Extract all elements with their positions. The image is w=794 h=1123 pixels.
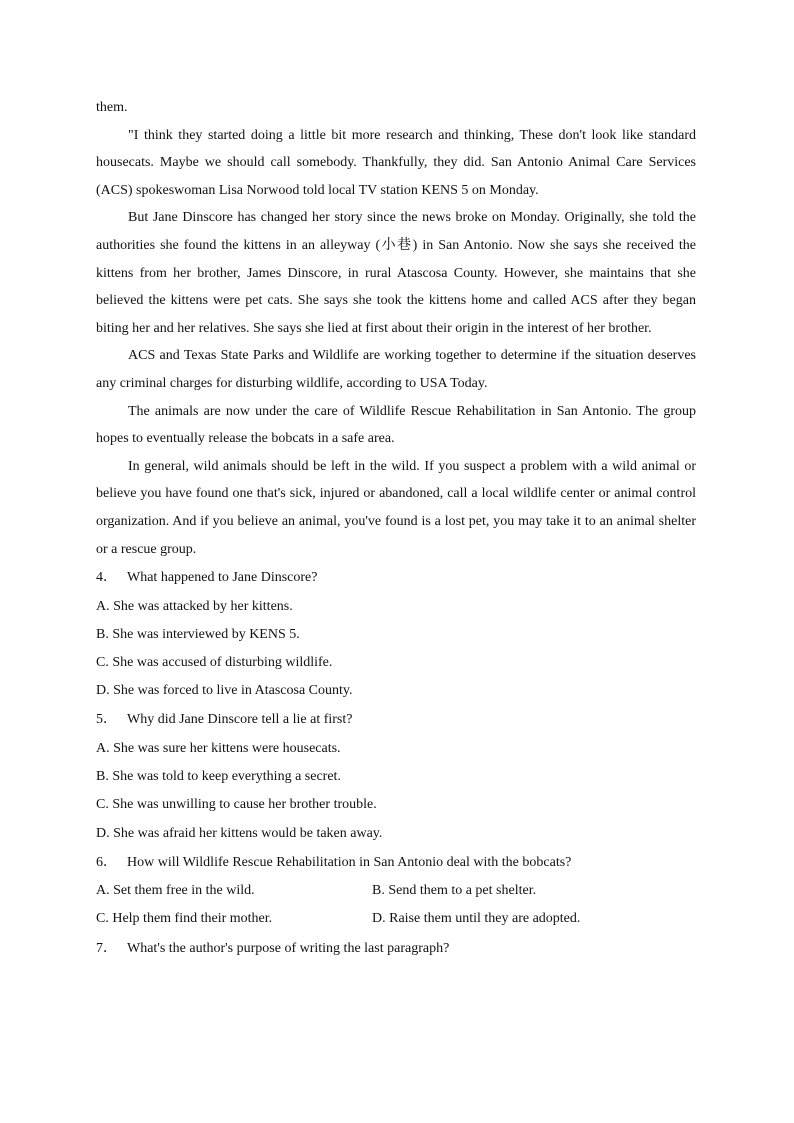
question-text: How will Wildlife Rescue Rehabilitation in San Antonio deal with the bobcats? bbox=[127, 854, 572, 870]
option-d: D. Raise them until they are adopted. bbox=[372, 911, 581, 927]
option-d: D. She was afraid her kittens would be taken away. bbox=[96, 825, 383, 841]
option-a: A. She was sure her kittens were housecats. bbox=[96, 740, 341, 756]
option-b: B. She was told to keep everything a secret. bbox=[96, 769, 341, 785]
passage-paragraph: The animals are now under the care of Wildlife Rescue Rehabilitation in San Antonio. The group hopes to eventually release the bobcats in a safe area. bbox=[96, 403, 696, 447]
question-stem bbox=[96, 935, 696, 964]
option-c: C. Help them find their mother. bbox=[96, 911, 273, 927]
question-5 bbox=[96, 706, 696, 847]
option-a: A. Set them free in the wild. bbox=[96, 883, 255, 899]
question-7 bbox=[96, 935, 696, 964]
option-b: B. She was interviewed by KENS 5. bbox=[96, 626, 300, 642]
question-number: 5． bbox=[96, 712, 117, 728]
passage-paragraph: In general, wild animals should be left in the wild. If you suspect a problem with a wild animal or believe you have found one that's sick, injured or abandoned, call a local wildlife center or animal control organization. And if you believe an animal, you've found is a lost pet, you may take it to an animal shelter or a rescue group. bbox=[96, 458, 696, 557]
option-row bbox=[96, 877, 696, 905]
passage-paragraph: But Jane Dinscore has changed her story since the news broke on Monday. Originally, she told the authorities she found the kittens in an alleyway (小巷) in San Antonio. Now she says she received the kittens from her brother, James Dinscore, in rural Atascosa County. However, she maintains that she believed the kittens were pet cats. She says she took the kittens home and called ACS after they began biting her and her relatives. She says she lied at first about their origin in the interest of her brother. bbox=[96, 210, 696, 336]
option-c: C. She was accused of disturbing wildlife. bbox=[96, 655, 333, 670]
question-number: 6． bbox=[96, 854, 117, 870]
option-row bbox=[96, 905, 696, 933]
option-d: D. She was forced to live in Atascosa County. bbox=[96, 683, 353, 699]
passage-paragraph: "I think they started doing a little bit more research and thinking, These don't look like standard housecats. Maybe we should call somebody. Thankfully, they did. San Antonio Animal Care Services (ACS) spokeswoman Lisa Norwood told local TV station KENS 5 on Monday. bbox=[96, 127, 696, 198]
question-4 bbox=[96, 564, 696, 705]
question-stem bbox=[96, 564, 696, 593]
question-number: 7． bbox=[96, 940, 117, 956]
passage bbox=[96, 94, 696, 563]
question-text: Why did Jane Dinscore tell a lie at first? bbox=[127, 712, 353, 728]
question-stem bbox=[96, 849, 696, 878]
question-6 bbox=[96, 849, 696, 934]
passage-paragraph: ACS and Texas State Parks and Wildlife are working together to determine if the situation deserves any criminal charges for disturbing wildlife, according to USA Today. bbox=[96, 348, 696, 391]
passage-paragraph: them. bbox=[96, 100, 128, 115]
option-b: B. Send them to a pet shelter. bbox=[372, 883, 537, 899]
question-text: What happened to Jane Dinscore? bbox=[127, 570, 318, 586]
option-a: A. She was attacked by her kittens. bbox=[96, 598, 293, 614]
document-content bbox=[96, 94, 696, 963]
option-c: C. She was unwilling to cause her brother trouble. bbox=[96, 797, 377, 813]
question-text: What's the author's purpose of writing the last paragraph? bbox=[127, 940, 450, 956]
question-number: 4． bbox=[96, 570, 117, 586]
question-stem bbox=[96, 706, 696, 735]
